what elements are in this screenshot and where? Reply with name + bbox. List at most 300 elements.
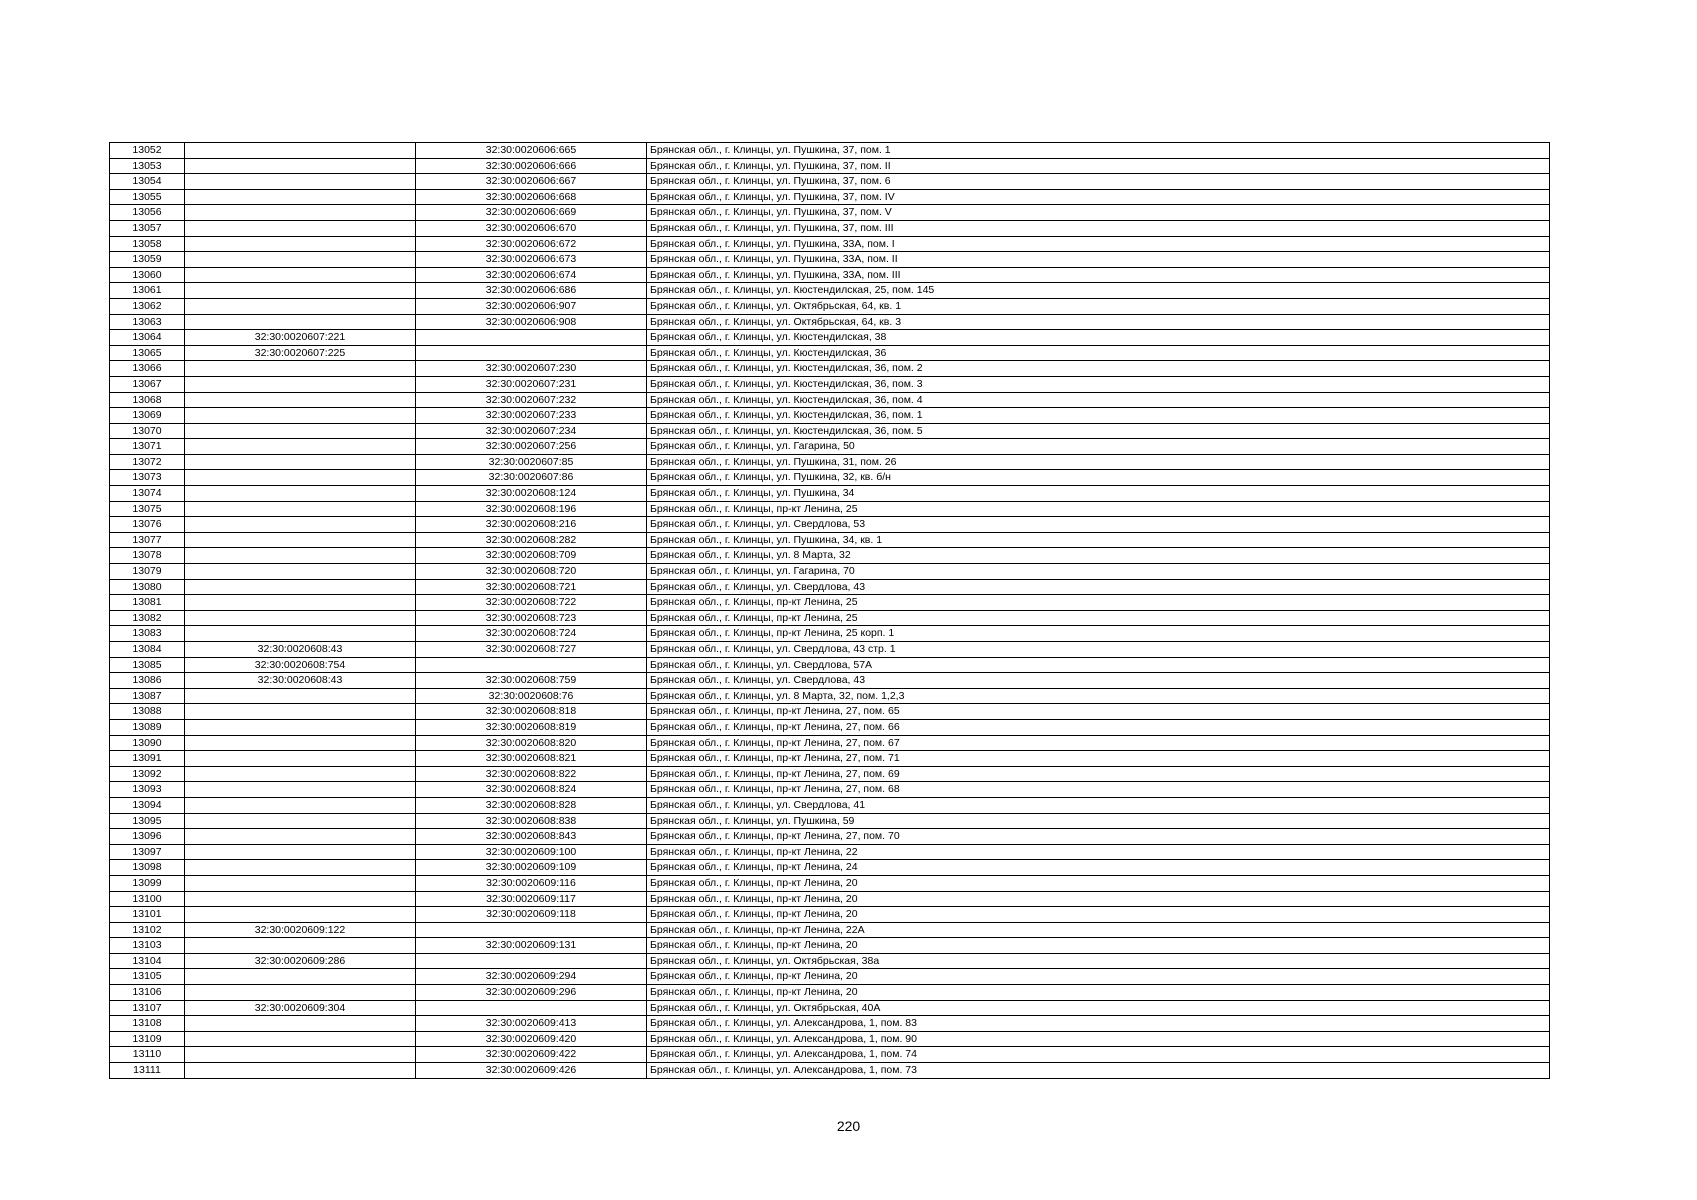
table-row <box>110 439 1550 455</box>
land-cadastral-number-cell <box>185 486 416 502</box>
land-cadastral-number-cell <box>185 985 416 1001</box>
row-number-cell: 13101 <box>110 907 185 923</box>
address-cell: Брянская обл., г. Клинцы, ул. Свердлова, 53 <box>647 517 1550 533</box>
building-cadastral-number-cell: 32:30:0020609:109 <box>416 860 647 876</box>
land-cadastral-number-cell <box>185 501 416 517</box>
land-cadastral-number-cell <box>185 423 416 439</box>
building-cadastral-number-cell: 32:30:0020609:100 <box>416 844 647 860</box>
table-row <box>110 361 1550 377</box>
building-cadastral-number-cell: 32:30:0020607:230 <box>416 361 647 377</box>
row-number-cell: 13077 <box>110 532 185 548</box>
address-cell: Брянская обл., г. Клинцы, ул. Кюстендилская, 38 <box>647 330 1550 346</box>
land-cadastral-number-cell <box>185 688 416 704</box>
land-cadastral-number-cell <box>185 735 416 751</box>
building-cadastral-number-cell: 32:30:0020607:232 <box>416 392 647 408</box>
land-cadastral-number-cell <box>185 361 416 377</box>
table-row <box>110 314 1550 330</box>
address-cell: Брянская обл., г. Клинцы, пр-кт Ленина, 27, пом. 71 <box>647 751 1550 767</box>
row-number-cell: 13097 <box>110 844 185 860</box>
land-cadastral-number-cell <box>185 158 416 174</box>
address-cell: Брянская обл., г. Клинцы, пр-кт Ленина, 27, пом. 66 <box>647 719 1550 735</box>
building-cadastral-number-cell: 32:30:0020606:666 <box>416 158 647 174</box>
table-row <box>110 875 1550 891</box>
row-number-cell: 13104 <box>110 953 185 969</box>
table-row <box>110 548 1550 564</box>
table-row <box>110 860 1550 876</box>
land-cadastral-number-cell <box>185 907 416 923</box>
address-cell: Брянская обл., г. Клинцы, пр-кт Ленина, 27, пом. 69 <box>647 766 1550 782</box>
address-cell: Брянская обл., г. Клинцы, пр-кт Ленина, 20 <box>647 938 1550 954</box>
table-row <box>110 486 1550 502</box>
address-cell: Брянская обл., г. Клинцы, ул. Кюстендилская, 36 <box>647 345 1550 361</box>
land-cadastral-number-cell <box>185 938 416 954</box>
address-cell: Брянская обл., г. Клинцы, ул. Пушкина, 32, кв. б/н <box>647 470 1550 486</box>
row-number-cell: 13069 <box>110 408 185 424</box>
land-cadastral-number-cell: 32:30:0020608:43 <box>185 673 416 689</box>
table-row <box>110 189 1550 205</box>
table-row <box>110 595 1550 611</box>
row-number-cell: 13085 <box>110 657 185 673</box>
building-cadastral-number-cell <box>416 657 647 673</box>
building-cadastral-number-cell: 32:30:0020607:85 <box>416 454 647 470</box>
row-number-cell: 13075 <box>110 501 185 517</box>
building-cadastral-number-cell: 32:30:0020609:422 <box>416 1047 647 1063</box>
table-row <box>110 345 1550 361</box>
row-number-cell: 13099 <box>110 875 185 891</box>
row-number-cell: 13095 <box>110 813 185 829</box>
building-cadastral-number-cell: 32:30:0020608:838 <box>416 813 647 829</box>
building-cadastral-number-cell: 32:30:0020608:824 <box>416 782 647 798</box>
address-cell: Брянская обл., г. Клинцы, ул. Кюстендилская, 36, пом. 3 <box>647 376 1550 392</box>
address-cell: Брянская обл., г. Клинцы, пр-кт Ленина, 20 <box>647 969 1550 985</box>
row-number-cell: 13107 <box>110 1000 185 1016</box>
land-cadastral-number-cell <box>185 844 416 860</box>
building-cadastral-number-cell: 32:30:0020607:233 <box>416 408 647 424</box>
land-cadastral-number-cell <box>185 797 416 813</box>
building-cadastral-number-cell: 32:30:0020608:820 <box>416 735 647 751</box>
row-number-cell: 13093 <box>110 782 185 798</box>
land-cadastral-number-cell <box>185 236 416 252</box>
land-cadastral-number-cell <box>185 174 416 190</box>
address-cell: Брянская обл., г. Клинцы, ул. Пушкина, 59 <box>647 813 1550 829</box>
table-row <box>110 657 1550 673</box>
building-cadastral-number-cell: 32:30:0020608:76 <box>416 688 647 704</box>
table-row <box>110 953 1550 969</box>
land-cadastral-number-cell <box>185 220 416 236</box>
row-number-cell: 13103 <box>110 938 185 954</box>
building-cadastral-number-cell: 32:30:0020608:819 <box>416 719 647 735</box>
land-cadastral-number-cell <box>185 813 416 829</box>
address-cell: Брянская обл., г. Клинцы, ул. Кюстендилская, 25, пом. 145 <box>647 283 1550 299</box>
land-cadastral-number-cell <box>185 283 416 299</box>
address-cell: Брянская обл., г. Клинцы, ул. Александрова, 1, пом. 73 <box>647 1063 1550 1079</box>
row-number-cell: 13063 <box>110 314 185 330</box>
row-number-cell: 13096 <box>110 829 185 845</box>
building-cadastral-number-cell: 32:30:0020606:669 <box>416 205 647 221</box>
land-cadastral-number-cell: 32:30:0020609:304 <box>185 1000 416 1016</box>
land-cadastral-number-cell <box>185 298 416 314</box>
table-row <box>110 766 1550 782</box>
land-cadastral-number-cell: 32:30:0020607:221 <box>185 330 416 346</box>
table-row <box>110 298 1550 314</box>
row-number-cell: 13102 <box>110 922 185 938</box>
row-number-cell: 13106 <box>110 985 185 1001</box>
table-row <box>110 220 1550 236</box>
row-number-cell: 13052 <box>110 143 185 159</box>
land-cadastral-number-cell <box>185 751 416 767</box>
land-cadastral-number-cell <box>185 766 416 782</box>
address-cell: Брянская обл., г. Клинцы, ул. Свердлова, 43 стр. 1 <box>647 642 1550 658</box>
table-row <box>110 283 1550 299</box>
building-cadastral-number-cell: 32:30:0020606:686 <box>416 283 647 299</box>
row-number-cell: 13089 <box>110 719 185 735</box>
address-cell: Брянская обл., г. Клинцы, ул. Пушкина, 34 <box>647 486 1550 502</box>
table-row <box>110 751 1550 767</box>
building-cadastral-number-cell: 32:30:0020608:124 <box>416 486 647 502</box>
address-cell: Брянская обл., г. Клинцы, ул. Пушкина, 37, пом. II <box>647 158 1550 174</box>
address-cell: Брянская обл., г. Клинцы, ул. Кюстендилская, 36, пом. 1 <box>647 408 1550 424</box>
address-cell: Брянская обл., г. Клинцы, ул. Свердлова, 43 <box>647 579 1550 595</box>
registry-table <box>109 142 1550 1079</box>
land-cadastral-number-cell <box>185 579 416 595</box>
row-number-cell: 13062 <box>110 298 185 314</box>
building-cadastral-number-cell: 32:30:0020608:822 <box>416 766 647 782</box>
land-cadastral-number-cell <box>185 252 416 268</box>
table-row <box>110 610 1550 626</box>
land-cadastral-number-cell <box>185 314 416 330</box>
address-cell: Брянская обл., г. Клинцы, пр-кт Ленина, 20 <box>647 907 1550 923</box>
building-cadastral-number-cell: 32:30:0020608:282 <box>416 532 647 548</box>
table-row <box>110 158 1550 174</box>
table-row <box>110 454 1550 470</box>
address-cell: Брянская обл., г. Клинцы, ул. Кюстендилская, 36, пом. 5 <box>647 423 1550 439</box>
building-cadastral-number-cell: 32:30:0020606:668 <box>416 189 647 205</box>
building-cadastral-number-cell: 32:30:0020608:818 <box>416 704 647 720</box>
address-cell: Брянская обл., г. Клинцы, пр-кт Ленина, 25 <box>647 610 1550 626</box>
row-number-cell: 13070 <box>110 423 185 439</box>
building-cadastral-number-cell: 32:30:0020609:413 <box>416 1016 647 1032</box>
address-cell: Брянская обл., г. Клинцы, ул. Пушкина, 37, пом. III <box>647 220 1550 236</box>
building-cadastral-number-cell: 32:30:0020608:727 <box>416 642 647 658</box>
table-row <box>110 392 1550 408</box>
row-number-cell: 13090 <box>110 735 185 751</box>
building-cadastral-number-cell: 32:30:0020608:759 <box>416 673 647 689</box>
building-cadastral-number-cell: 32:30:0020607:86 <box>416 470 647 486</box>
building-cadastral-number-cell: 32:30:0020608:723 <box>416 610 647 626</box>
page-number: 220 <box>836 1118 861 1134</box>
building-cadastral-number-cell <box>416 345 647 361</box>
land-cadastral-number-cell <box>185 408 416 424</box>
table-row <box>110 1063 1550 1079</box>
building-cadastral-number-cell: 32:30:0020609:296 <box>416 985 647 1001</box>
building-cadastral-number-cell: 32:30:0020609:118 <box>416 907 647 923</box>
table-row <box>110 891 1550 907</box>
address-cell: Брянская обл., г. Клинцы, пр-кт Ленина, 27, пом. 67 <box>647 735 1550 751</box>
row-number-cell: 13078 <box>110 548 185 564</box>
table-row <box>110 813 1550 829</box>
address-cell: Брянская обл., г. Клинцы, пр-кт Ленина, 25 <box>647 501 1550 517</box>
land-cadastral-number-cell <box>185 626 416 642</box>
address-cell: Брянская обл., г. Клинцы, пр-кт Ленина, 25 <box>647 595 1550 611</box>
address-cell: Брянская обл., г. Клинцы, ул. Пушкина, 34, кв. 1 <box>647 532 1550 548</box>
address-cell: Брянская обл., г. Клинцы, ул. Александрова, 1, пом. 74 <box>647 1047 1550 1063</box>
land-cadastral-number-cell: 32:30:0020608:43 <box>185 642 416 658</box>
table-row <box>110 174 1550 190</box>
land-cadastral-number-cell <box>185 205 416 221</box>
table-row <box>110 532 1550 548</box>
row-number-cell: 13053 <box>110 158 185 174</box>
row-number-cell: 13098 <box>110 860 185 876</box>
table-row <box>110 969 1550 985</box>
row-number-cell: 13065 <box>110 345 185 361</box>
land-cadastral-number-cell <box>185 860 416 876</box>
row-number-cell: 13067 <box>110 376 185 392</box>
table-row <box>110 252 1550 268</box>
row-number-cell: 13076 <box>110 517 185 533</box>
building-cadastral-number-cell: 32:30:0020608:724 <box>416 626 647 642</box>
table-row <box>110 797 1550 813</box>
building-cadastral-number-cell: 32:30:0020608:720 <box>416 564 647 580</box>
address-cell: Брянская обл., г. Клинцы, ул. Пушкина, 37, пом. V <box>647 205 1550 221</box>
land-cadastral-number-cell <box>185 189 416 205</box>
address-cell: Брянская обл., г. Клинцы, ул. Пушкина, 37, пом. 6 <box>647 174 1550 190</box>
land-cadastral-number-cell: 32:30:0020608:754 <box>185 657 416 673</box>
table-row <box>110 735 1550 751</box>
building-cadastral-number-cell <box>416 1000 647 1016</box>
row-number-cell: 13071 <box>110 439 185 455</box>
table-row <box>110 564 1550 580</box>
row-number-cell: 13054 <box>110 174 185 190</box>
building-cadastral-number-cell: 32:30:0020608:828 <box>416 797 647 813</box>
land-cadastral-number-cell: 32:30:0020607:225 <box>185 345 416 361</box>
table-row <box>110 408 1550 424</box>
building-cadastral-number-cell: 32:30:0020606:673 <box>416 252 647 268</box>
table-row <box>110 829 1550 845</box>
land-cadastral-number-cell <box>185 564 416 580</box>
row-number-cell: 13086 <box>110 673 185 689</box>
address-cell: Брянская обл., г. Клинцы, пр-кт Ленина, 22 <box>647 844 1550 860</box>
table-row <box>110 782 1550 798</box>
building-cadastral-number-cell: 32:30:0020609:420 <box>416 1031 647 1047</box>
building-cadastral-number-cell: 32:30:0020607:234 <box>416 423 647 439</box>
land-cadastral-number-cell <box>185 782 416 798</box>
row-number-cell: 13060 <box>110 267 185 283</box>
address-cell: Брянская обл., г. Клинцы, ул. Александрова, 1, пом. 90 <box>647 1031 1550 1047</box>
table-body <box>110 143 1550 1079</box>
address-cell: Брянская обл., г. Клинцы, пр-кт Ленина, 20 <box>647 891 1550 907</box>
land-cadastral-number-cell <box>185 470 416 486</box>
building-cadastral-number-cell: 32:30:0020608:196 <box>416 501 647 517</box>
row-number-cell: 13061 <box>110 283 185 299</box>
row-number-cell: 13105 <box>110 969 185 985</box>
table-row <box>110 205 1550 221</box>
address-cell: Брянская обл., г. Клинцы, пр-кт Ленина, 27, пом. 70 <box>647 829 1550 845</box>
building-cadastral-number-cell: 32:30:0020607:256 <box>416 439 647 455</box>
table-row <box>110 501 1550 517</box>
land-cadastral-number-cell <box>185 143 416 159</box>
land-cadastral-number-cell <box>185 517 416 533</box>
building-cadastral-number-cell: 32:30:0020609:116 <box>416 875 647 891</box>
table-row <box>110 470 1550 486</box>
address-cell: Брянская обл., г. Клинцы, ул. 8 Марта, 32, пом. 1,2,3 <box>647 688 1550 704</box>
address-cell: Брянская обл., г. Клинцы, ул. Октябрьская, 38а <box>647 953 1550 969</box>
land-cadastral-number-cell <box>185 1031 416 1047</box>
building-cadastral-number-cell: 32:30:0020606:908 <box>416 314 647 330</box>
building-cadastral-number-cell: 32:30:0020609:426 <box>416 1063 647 1079</box>
address-cell: Брянская обл., г. Клинцы, ул. Пушкина, 31, пом. 26 <box>647 454 1550 470</box>
land-cadastral-number-cell: 32:30:0020609:286 <box>185 953 416 969</box>
table-row <box>110 704 1550 720</box>
table-row <box>110 143 1550 159</box>
address-cell: Брянская обл., г. Клинцы, ул. Кюстендилская, 36, пом. 4 <box>647 392 1550 408</box>
building-cadastral-number-cell: 32:30:0020608:216 <box>416 517 647 533</box>
table-row <box>110 642 1550 658</box>
table-row <box>110 579 1550 595</box>
building-cadastral-number-cell: 32:30:0020606:670 <box>416 220 647 236</box>
row-number-cell: 13073 <box>110 470 185 486</box>
table-row <box>110 423 1550 439</box>
row-number-cell: 13066 <box>110 361 185 377</box>
row-number-cell: 13080 <box>110 579 185 595</box>
row-number-cell: 13079 <box>110 564 185 580</box>
land-cadastral-number-cell <box>185 891 416 907</box>
land-cadastral-number-cell <box>185 704 416 720</box>
row-number-cell: 13056 <box>110 205 185 221</box>
table-row <box>110 907 1550 923</box>
building-cadastral-number-cell: 32:30:0020607:231 <box>416 376 647 392</box>
building-cadastral-number-cell: 32:30:0020606:672 <box>416 236 647 252</box>
row-number-cell: 13100 <box>110 891 185 907</box>
address-cell: Брянская обл., г. Клинцы, ул. Пушкина, 33А, пом. II <box>647 252 1550 268</box>
row-number-cell: 13108 <box>110 1016 185 1032</box>
building-cadastral-number-cell: 32:30:0020606:907 <box>416 298 647 314</box>
land-cadastral-number-cell <box>185 595 416 611</box>
land-cadastral-number-cell <box>185 376 416 392</box>
building-cadastral-number-cell: 32:30:0020608:821 <box>416 751 647 767</box>
table-row <box>110 938 1550 954</box>
table-row <box>110 1000 1550 1016</box>
row-number-cell: 13064 <box>110 330 185 346</box>
table-row <box>110 1031 1550 1047</box>
table-row <box>110 517 1550 533</box>
address-cell: Брянская обл., г. Клинцы, ул. Октябрьская, 64, кв. 1 <box>647 298 1550 314</box>
row-number-cell: 13059 <box>110 252 185 268</box>
address-cell: Брянская обл., г. Клинцы, ул. 8 Марта, 32 <box>647 548 1550 564</box>
address-cell: Брянская обл., г. Клинцы, пр-кт Ленина, 27, пом. 65 <box>647 704 1550 720</box>
row-number-cell: 13087 <box>110 688 185 704</box>
address-cell: Брянская обл., г. Клинцы, пр-кт Ленина, 20 <box>647 985 1550 1001</box>
land-cadastral-number-cell <box>185 719 416 735</box>
address-cell: Брянская обл., г. Клинцы, ул. Кюстендилская, 36, пом. 2 <box>647 361 1550 377</box>
building-cadastral-number-cell: 32:30:0020608:722 <box>416 595 647 611</box>
address-cell: Брянская обл., г. Клинцы, пр-кт Ленина, 27, пом. 68 <box>647 782 1550 798</box>
land-cadastral-number-cell <box>185 439 416 455</box>
address-cell: Брянская обл., г. Клинцы, ул. Свердлова, 41 <box>647 797 1550 813</box>
address-cell: Брянская обл., г. Клинцы, ул. Гагарина, 70 <box>647 564 1550 580</box>
building-cadastral-number-cell: 32:30:0020606:674 <box>416 267 647 283</box>
row-number-cell: 13081 <box>110 595 185 611</box>
building-cadastral-number-cell: 32:30:0020609:117 <box>416 891 647 907</box>
building-cadastral-number-cell: 32:30:0020609:294 <box>416 969 647 985</box>
row-number-cell: 13074 <box>110 486 185 502</box>
table-row <box>110 267 1550 283</box>
table-row <box>110 985 1550 1001</box>
address-cell: Брянская обл., г. Клинцы, ул. Свердлова, 43 <box>647 673 1550 689</box>
table-row <box>110 376 1550 392</box>
address-cell: Брянская обл., г. Клинцы, ул. Гагарина, 50 <box>647 439 1550 455</box>
address-cell: Брянская обл., г. Клинцы, ул. Октябрьская, 40А <box>647 1000 1550 1016</box>
address-cell: Брянская обл., г. Клинцы, ул. Октябрьская, 64, кв. 3 <box>647 314 1550 330</box>
building-cadastral-number-cell <box>416 330 647 346</box>
table-row <box>110 688 1550 704</box>
row-number-cell: 13094 <box>110 797 185 813</box>
row-number-cell: 13072 <box>110 454 185 470</box>
table-row <box>110 330 1550 346</box>
land-cadastral-number-cell <box>185 1047 416 1063</box>
row-number-cell: 13083 <box>110 626 185 642</box>
building-cadastral-number-cell <box>416 922 647 938</box>
land-cadastral-number-cell <box>185 392 416 408</box>
address-cell: Брянская обл., г. Клинцы, пр-кт Ленина, 24 <box>647 860 1550 876</box>
table-row <box>110 719 1550 735</box>
row-number-cell: 13082 <box>110 610 185 626</box>
row-number-cell: 13092 <box>110 766 185 782</box>
address-cell: Брянская обл., г. Клинцы, ул. Пушкина, 37, пом. IV <box>647 189 1550 205</box>
address-cell: Брянская обл., г. Клинцы, пр-кт Ленина, 22А <box>647 922 1550 938</box>
row-number-cell: 13110 <box>110 1047 185 1063</box>
land-cadastral-number-cell <box>185 829 416 845</box>
row-number-cell: 13111 <box>110 1063 185 1079</box>
row-number-cell: 13058 <box>110 236 185 252</box>
address-cell: Брянская обл., г. Клинцы, пр-кт Ленина, 25 корп. 1 <box>647 626 1550 642</box>
land-cadastral-number-cell: 32:30:0020609:122 <box>185 922 416 938</box>
row-number-cell: 13057 <box>110 220 185 236</box>
row-number-cell: 13109 <box>110 1031 185 1047</box>
row-number-cell: 13084 <box>110 642 185 658</box>
building-cadastral-number-cell <box>416 953 647 969</box>
table-row <box>110 844 1550 860</box>
address-cell: Брянская обл., г. Клинцы, ул. Пушкина, 33А, пом. I <box>647 236 1550 252</box>
land-cadastral-number-cell <box>185 1016 416 1032</box>
row-number-cell: 13091 <box>110 751 185 767</box>
table-row <box>110 626 1550 642</box>
land-cadastral-number-cell <box>185 548 416 564</box>
land-cadastral-number-cell <box>185 875 416 891</box>
table-row <box>110 673 1550 689</box>
address-cell: Брянская обл., г. Клинцы, ул. Александрова, 1, пом. 83 <box>647 1016 1550 1032</box>
address-cell: Брянская обл., г. Клинцы, ул. Пушкина, 33А, пом. III <box>647 267 1550 283</box>
land-cadastral-number-cell <box>185 454 416 470</box>
building-cadastral-number-cell: 32:30:0020606:665 <box>416 143 647 159</box>
row-number-cell: 13055 <box>110 189 185 205</box>
table-row <box>110 236 1550 252</box>
building-cadastral-number-cell: 32:30:0020609:131 <box>416 938 647 954</box>
address-cell: Брянская обл., г. Клинцы, пр-кт Ленина, 20 <box>647 875 1550 891</box>
table-row <box>110 922 1550 938</box>
land-cadastral-number-cell <box>185 267 416 283</box>
building-cadastral-number-cell: 32:30:0020608:709 <box>416 548 647 564</box>
address-cell: Брянская обл., г. Клинцы, ул. Свердлова, 57А <box>647 657 1550 673</box>
land-cadastral-number-cell <box>185 969 416 985</box>
table-row <box>110 1047 1550 1063</box>
address-cell: Брянская обл., г. Клинцы, ул. Пушкина, 37, пом. 1 <box>647 143 1550 159</box>
land-cadastral-number-cell <box>185 610 416 626</box>
building-cadastral-number-cell: 32:30:0020608:721 <box>416 579 647 595</box>
land-cadastral-number-cell <box>185 532 416 548</box>
land-cadastral-number-cell <box>185 1063 416 1079</box>
building-cadastral-number-cell: 32:30:0020606:667 <box>416 174 647 190</box>
table-row <box>110 1016 1550 1032</box>
